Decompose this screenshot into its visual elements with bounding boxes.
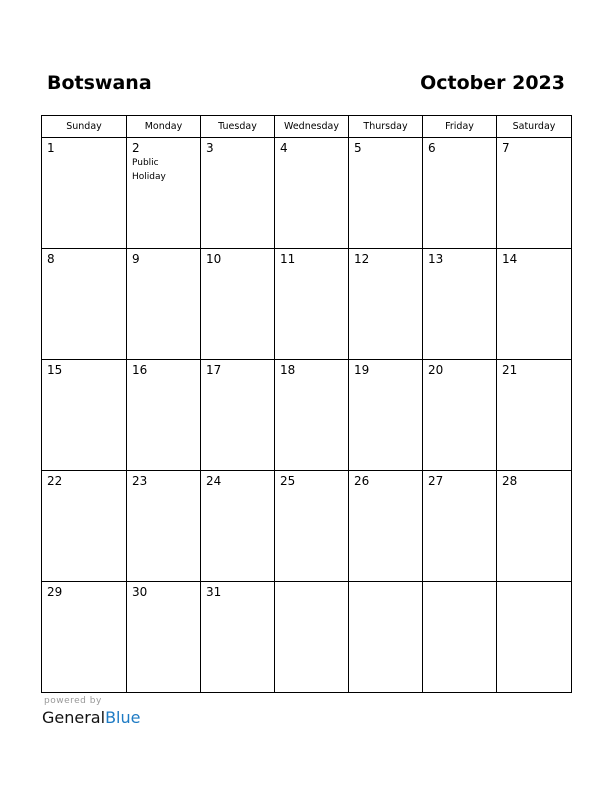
day-number: 11 <box>280 252 296 266</box>
day-cell <box>497 471 572 582</box>
day-number: 3 <box>206 141 214 155</box>
week-row <box>42 249 572 360</box>
day-cell <box>349 471 423 582</box>
day-cell <box>42 138 127 249</box>
day-cell <box>42 582 127 693</box>
day-number: 28 <box>502 474 518 488</box>
powered-by-text: powered by <box>44 696 102 706</box>
day-cell <box>275 471 349 582</box>
day-number: 19 <box>354 363 370 377</box>
day-number: 23 <box>132 474 148 488</box>
day-cell <box>201 249 275 360</box>
day-cell <box>497 582 572 693</box>
weekday-header: Thursday <box>349 116 423 138</box>
day-cell <box>423 582 497 693</box>
day-number: 25 <box>280 474 296 488</box>
day-cell <box>275 360 349 471</box>
week-row <box>42 360 572 471</box>
day-number: 22 <box>47 474 63 488</box>
day-cell <box>349 249 423 360</box>
month-title: October 2023 <box>420 72 565 94</box>
weekday-header: Friday <box>423 116 497 138</box>
logo-general: General <box>42 708 106 727</box>
day-cell <box>201 471 275 582</box>
weekday-header: Sunday <box>42 116 127 138</box>
weekday-header: Wednesday <box>275 116 349 138</box>
weekday-header: Saturday <box>497 116 572 138</box>
day-number: 6 <box>428 141 436 155</box>
week-row <box>42 582 572 693</box>
day-number: 4 <box>280 141 288 155</box>
day-cell <box>42 471 127 582</box>
day-cell <box>349 582 423 693</box>
day-number: 2 <box>132 141 140 155</box>
day-cell <box>42 249 127 360</box>
day-number: 20 <box>428 363 444 377</box>
week-row <box>42 471 572 582</box>
day-cell <box>423 471 497 582</box>
weekday-header: Tuesday <box>201 116 275 138</box>
day-number: 21 <box>502 363 518 377</box>
day-cell <box>349 138 423 249</box>
day-number: 17 <box>206 363 222 377</box>
day-number: 8 <box>47 252 55 266</box>
day-number: 10 <box>206 252 222 266</box>
day-cell <box>201 360 275 471</box>
day-cell <box>275 138 349 249</box>
day-cell <box>423 249 497 360</box>
day-number: 15 <box>47 363 63 377</box>
day-number: 9 <box>132 252 140 266</box>
day-cell <box>127 360 201 471</box>
day-cell <box>349 360 423 471</box>
day-cell <box>497 138 572 249</box>
weekday-header: Monday <box>127 116 201 138</box>
day-number: 1 <box>47 141 55 155</box>
day-cell <box>497 249 572 360</box>
day-cell <box>275 582 349 693</box>
day-cell <box>127 138 201 249</box>
day-number: 26 <box>354 474 370 488</box>
day-cell <box>127 249 201 360</box>
week-row <box>42 138 572 249</box>
day-number: 18 <box>280 363 296 377</box>
day-number: 13 <box>428 252 444 266</box>
generalblue-logo[interactable] <box>42 708 140 727</box>
day-cell <box>497 360 572 471</box>
day-number: 7 <box>502 141 510 155</box>
day-number: 30 <box>132 585 148 599</box>
day-cell <box>275 249 349 360</box>
logo-blue: Blue <box>105 708 141 727</box>
day-cell <box>127 471 201 582</box>
day-number: 14 <box>502 252 518 266</box>
day-number: 29 <box>47 585 63 599</box>
day-cell <box>423 138 497 249</box>
day-number: 16 <box>132 363 148 377</box>
day-number: 24 <box>206 474 222 488</box>
day-cell <box>201 582 275 693</box>
holiday-label: Public Holiday <box>132 158 166 182</box>
calendar-grid <box>41 115 572 693</box>
day-cell <box>201 138 275 249</box>
day-number: 27 <box>428 474 444 488</box>
day-cell <box>42 360 127 471</box>
country-title: Botswana <box>47 72 152 94</box>
day-number: 12 <box>354 252 370 266</box>
day-number: 5 <box>354 141 362 155</box>
day-number: 31 <box>206 585 222 599</box>
day-cell <box>127 582 201 693</box>
day-cell <box>423 360 497 471</box>
